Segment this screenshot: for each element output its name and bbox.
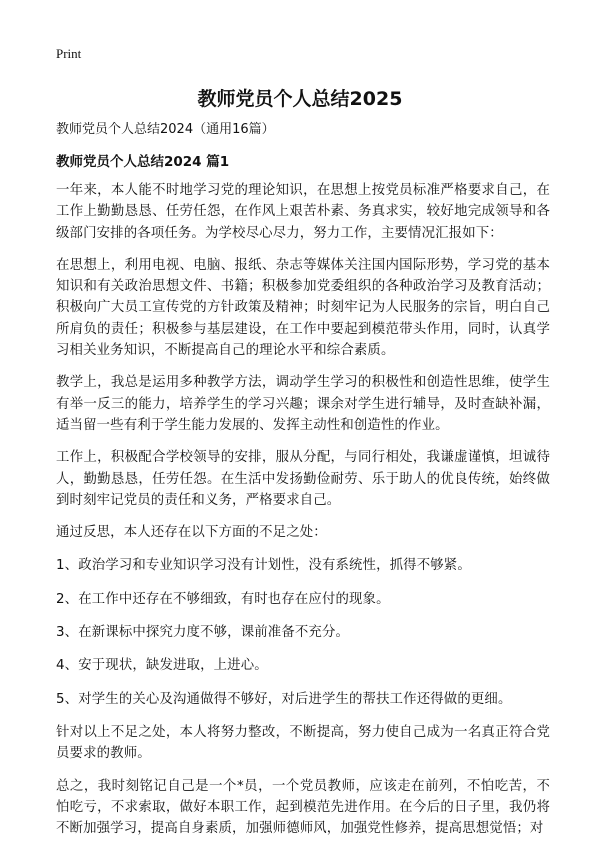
paragraph: 一年来，本人能不时地学习党的理论知识，在思想上按党员标准严格要求自己，在工作上勤勤恳恳、任劳任怨，在作风上艰苦朴素、务真求实，较好地完成领导和各级部门安排的各项任务。为学校尽心尽力，努力工作，主要情况汇报如下： <box>56 183 550 241</box>
document-subtitle: 教师党员个人总结2024（通用16篇） <box>56 122 275 137</box>
list-item: 2、在工作中还存在不够细致，有时也存在应付的现象。 <box>56 591 390 607</box>
paragraph: 工作上，积极配合学校领导的安排，服从分配，与同行相处，我谦虚谨慎，坦诚待人，勤勤恳恳，任劳任怨。在生活中发扬勤俭耐劳、乐于助人的优良传统，始终做到时刻牢记党员的责任和义务，严格要求自己。 <box>56 450 550 508</box>
list-item: 5、对学生的关心及沟通做得不够好，对后进学生的帮扶工作还得做的更细。 <box>56 691 512 707</box>
list-item: 3、在新课标中探究力度不够，课前准备不充分。 <box>56 625 350 641</box>
paragraph: 针对以上不足之处，本人将努力整改，不断提高，努力使自己成为一名真正符合党员要求的教师。 <box>56 724 550 762</box>
paragraph: 总之，我时刻铭记自己是一个*员，一个党员教师，应该走在前列，不怕吃苦，不怕吃亏，不求索取，做好本职工作，起到模范先进作用。在今后的日子里，我仍将不断加强学习，提高自身素质，加强师德师风，加强党性修养，提高思想觉悟；对 <box>56 778 550 837</box>
section-heading: 教师党员个人总结2024 篇1 <box>56 154 230 170</box>
paragraph: 在思想上，利用电视、电脑、报纸、杂志等媒体关注国内国际形势，学习党的基本知识和有关政治思想文件、书籍；积极参加党委组织的各种政治学习及教育活动；积极向广大员工宣传党的方针政策及精神；时刻牢记为人民服务的宗旨，明白自己所肩负的责任；积极参与基层建设，在工作中要起到模范带头作用，同时，认真学习相关业务知识，不断提高自己的理论水平和综合素质。 <box>56 257 550 359</box>
list-item: 1、政治学习和专业知识学习没有计划性，没有系统性，抓得不够紧。 <box>56 558 471 574</box>
list-item: 4、安于现状，缺发进取，上进心。 <box>56 658 268 674</box>
page-title: 教师党员个人总结2025 <box>197 88 403 110</box>
paragraph: 教学上，我总是运用多种教学方法，调动学生学习的积极性和创造性思维，使学生有举一反三的能力，培养学生的学习兴趣；课余对学生进行辅导，及时查缺补漏，适当留一些有利于学生能力发展的、发挥主动性和创造性的作业。 <box>56 375 550 433</box>
paragraph: 通过反思，本人还存在以下方面的不足之处： <box>56 525 327 541</box>
print-label: Print <box>56 46 82 61</box>
document-body <box>56 180 550 850</box>
